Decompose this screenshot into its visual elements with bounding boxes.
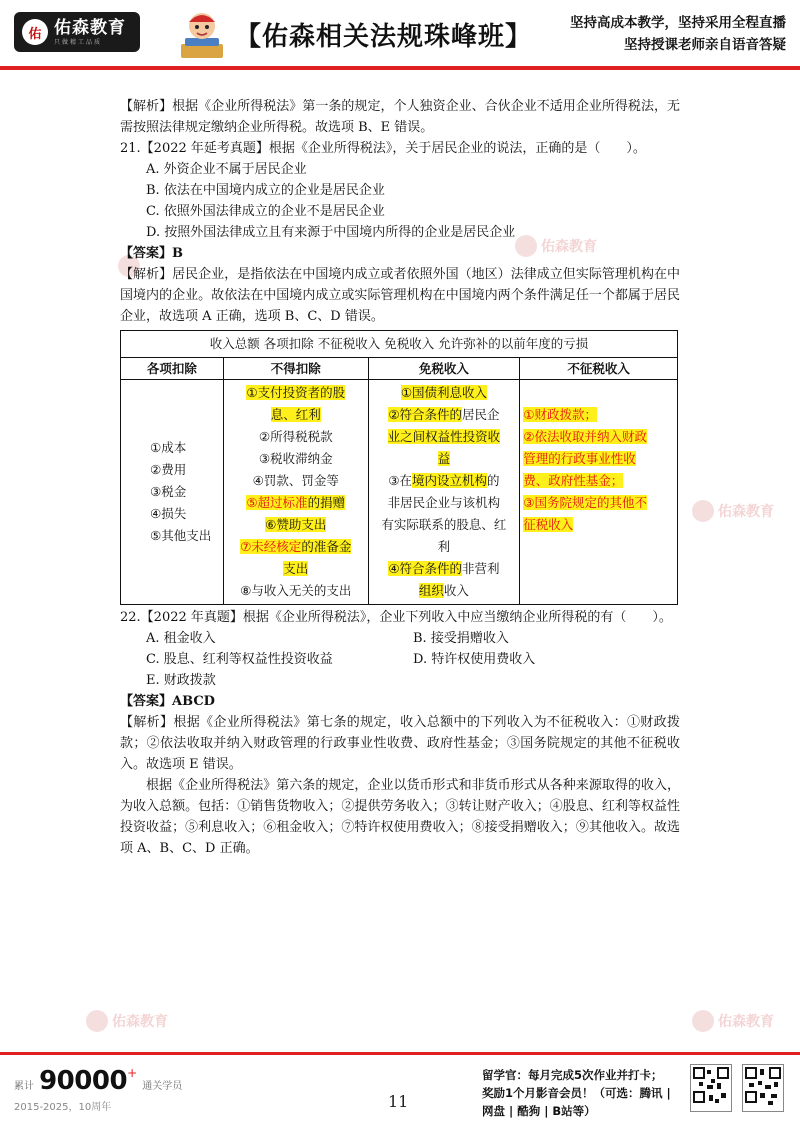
stat-plus: + [127, 1066, 138, 1080]
highlight-text: 业之间权益性投资收 [387, 429, 501, 444]
cell-text: ③在 [388, 473, 413, 488]
cell-text: 收入 [443, 583, 469, 598]
watermark: 佑森教育 [515, 235, 597, 257]
stat-unit: 通关学员 [142, 1081, 183, 1092]
cell-text: ⑧与收入无关的支出 [240, 583, 352, 598]
red-highlight-text: ⑦未经核定 [240, 539, 302, 554]
watermark: 佑森教育 [692, 1010, 774, 1032]
highlight-text: ①国债利息收入 [400, 385, 488, 400]
header-slogan [570, 12, 786, 56]
non-taxable-cell [520, 380, 678, 605]
cell-text: ②所得税税款 [258, 429, 333, 444]
header-divider [0, 66, 800, 70]
highlight-text: ④符合条件的 [388, 561, 463, 576]
question-21-stem: 21.【2022 年延考真题】根据《企业所得税法》，关于居民企业的说法，正确的是（ ）。 [120, 141, 646, 156]
highlight-text: 息、红利 [270, 407, 321, 422]
table-title-row: 收入总额 各项扣除 不征税收入 免税收入 允许弥补的以前年度的亏损 [121, 331, 678, 358]
table-header-deductions: 各项扣除 [121, 358, 224, 380]
q21-option-c: C. 依照外国法律成立的企业不是居民企业 [146, 204, 385, 219]
non-deductible-cell [223, 380, 368, 605]
promo-line-1: 留学官：每月完成5次作业并打卡； [482, 1068, 663, 1082]
logo-mark-icon: 佑 [22, 19, 48, 45]
highlight-text: ⑥赞助支出 [265, 517, 327, 532]
cell-text: 非居民企业与该机构 [387, 495, 501, 510]
page-header [0, 0, 800, 68]
deduction-item: ④损失 [150, 506, 187, 521]
deductions-cell [121, 380, 224, 605]
table-header-non-deductible: 不得扣除 [223, 358, 368, 380]
q22-option-b: B. 接受捐赠收入 [413, 631, 509, 646]
watermark: 佑森教育 [692, 500, 774, 522]
q22-option-e: E. 财政拨款 [146, 673, 216, 688]
q22-option-c: C. 股息、红利等权益性投资收益 [146, 652, 333, 667]
red-highlight-text: ⑤超过标准 [246, 495, 308, 510]
highlight-text: 支出 [283, 561, 309, 576]
slogan-line-1: 坚持高成本教学，坚持采用全程直播 [570, 15, 786, 31]
cell-text: 有实际联系的股息、红 [381, 517, 507, 532]
cell-text: 居民企 [462, 407, 500, 422]
q22-analysis: 【解析】根据《企业所得税法》第七条的规定，收入总额中的下列收入为不征税收入：①财政拨款；②依法收取并纳入财政管理的行政事业性收费、政府性基金；③国务院规定的其他不征税收入。故选项 E 错误。 [120, 715, 680, 772]
promo-line-2: 奖励1个月影音会员！（可选：腾讯 | [482, 1086, 671, 1100]
cell-text: 的 [487, 473, 500, 488]
footer-divider [0, 1052, 800, 1055]
tax-exempt-cell [368, 380, 520, 605]
red-highlight-text: ②依法收取并纳入财政 [523, 429, 647, 444]
q21-option-b: B. 依法在中国境内成立的企业是居民企业 [146, 183, 385, 198]
slogan-line-2: 坚持授课老师亲自语音答疑 [624, 37, 786, 53]
highlight-text: 益 [437, 451, 451, 466]
mascot-icon [175, 8, 229, 60]
q21-option-a: A. 外资企业不属于居民企业 [146, 162, 307, 177]
highlight-text: 境内设立机构 [412, 473, 488, 488]
deduction-item: ①成本 [150, 440, 187, 455]
q22-option-d: D. 特许权使用费收入 [413, 652, 536, 667]
footer-stats [14, 1066, 182, 1113]
red-highlight-text: 征税收入 [523, 517, 574, 532]
deduction-item: ②费用 [150, 462, 187, 477]
q21-answer: 【答案】B [120, 246, 183, 261]
q22-option-a: A. 租金收入 [146, 631, 216, 646]
question-22-stem: 22.【2022 年真题】根据《企业所得税法》，企业下列收入中应当缴纳企业所得税的有（ ）。 [120, 610, 672, 625]
deduction-item: ③税金 [150, 484, 187, 499]
q22-answer: 【答案】ABCD [120, 694, 215, 709]
footer-promo [482, 1066, 682, 1120]
table-header-non-taxable: 不征税收入 [520, 358, 678, 380]
cell-text: ④罚款、罚金等 [252, 473, 339, 488]
highlight-text: ①支付投资者的股 [246, 385, 346, 400]
q22-options-row [120, 628, 680, 649]
logo-subtext: 只做精工品质 [54, 38, 103, 46]
watermark-logo-icon [86, 1010, 108, 1032]
deduction-item: ⑤其他支出 [150, 528, 212, 543]
qr-code-icon[interactable] [690, 1064, 732, 1112]
watermark-logo-icon [692, 500, 714, 522]
highlight-text: ②符合条件的 [388, 407, 463, 422]
q21-option-d: D. 按照外国法律成立且有来源于中国境内所得的企业是居民企业 [146, 225, 516, 240]
stat-count: 90000 [39, 1066, 128, 1096]
red-highlight-text: ③国务院规定的其他不 [523, 495, 647, 510]
page-number: 11 [388, 1092, 409, 1111]
qr-code-icon[interactable] [742, 1064, 784, 1112]
highlight-text: 的捐赠 [307, 495, 346, 510]
red-highlight-text: 费、政府性基金； [523, 473, 624, 488]
brand-logo [14, 12, 140, 52]
watermark: 佑森教育 [86, 1010, 168, 1032]
highlight-text: 的准备金 [301, 539, 352, 554]
table-header-tax-exempt: 免税收入 [368, 358, 520, 380]
promo-line-3: 网盘 | 酷狗 | B站等） [482, 1104, 596, 1118]
watermark-logo-icon [692, 1010, 714, 1032]
q22-options-row [120, 649, 680, 670]
previous-analysis: 【解析】根据《企业所得税法》第一条的规定，个人独资企业、合伙企业不适用企业所得税法，无需按照法律规定缴纳企业所得税。故选项 B、E 错误。 [120, 99, 680, 135]
stat-prefix: 累计 [14, 1081, 34, 1092]
red-highlight-text: ①财政拨款； [523, 407, 597, 422]
header-title: 【佑森相关法规珠峰班】 [235, 22, 533, 52]
red-highlight-text: 管理的行政事业性收 [523, 451, 636, 466]
cell-text: 非营利 [462, 561, 500, 576]
cell-text: ③税收滞纳金 [258, 451, 333, 466]
q21-analysis: 【解析】居民企业，是指依法在中国境内成立或者依照外国（地区）法律成立但实际管理机构在中国境内的企业。故依法在中国境内成立或实际管理机构在中国境内两个条件满足任一个都属于居民企业，故选项 A 正确，选项 B、C、D 错误。 [120, 267, 680, 324]
document-body [120, 96, 680, 859]
income-deduction-table [120, 330, 678, 605]
highlight-text: 组织 [418, 583, 444, 598]
cell-text: 利 [437, 539, 451, 554]
stat-years: 2015-2025，10周年 [14, 1102, 112, 1113]
q22-analysis-continued: 根据《企业所得税法》第六条的规定，企业以货币形式和非货币形式从各种来源取得的收入，为收入总额。包括：①销售货物收入；②提供劳务收入；③转让财产收入；④股息、红利等权益性投资收益；⑤利息收入；⑥租金收入；⑦特许权使用费收入；⑧接受捐赠收入；⑨其他收入。故选项 A、B、C、D 正确。 [120, 778, 680, 856]
logo-text: 佑森教育 [54, 17, 126, 38]
